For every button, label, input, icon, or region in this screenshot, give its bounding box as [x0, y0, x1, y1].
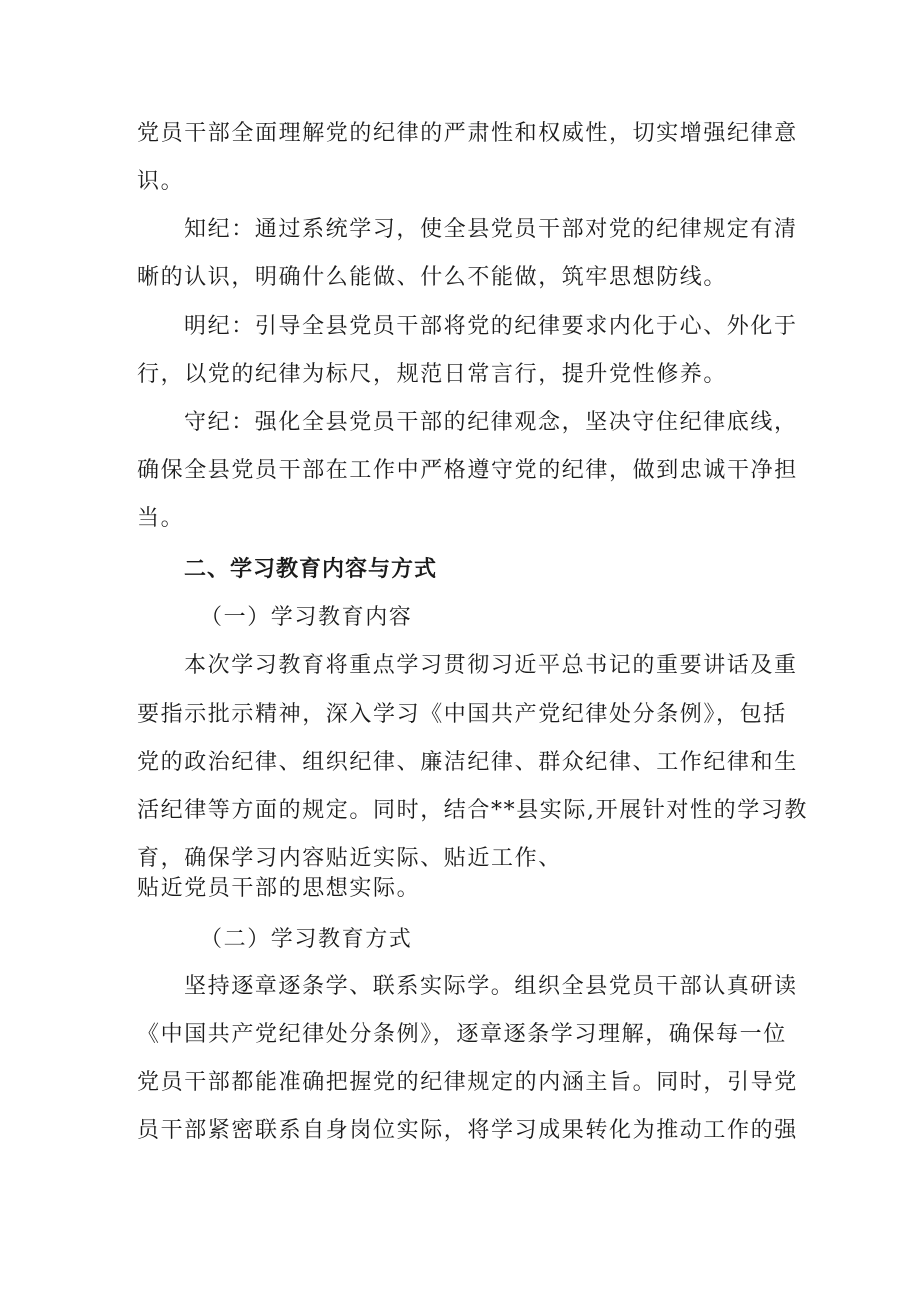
body-text-line: 识。: [137, 169, 185, 194]
section-heading: 二、学习教育内容与方式: [184, 557, 438, 582]
paragraph-shouji-line: 当。: [137, 506, 185, 531]
paragraph-content-line: 本次学习教育将重点学习贯彻习近平总书记的重要讲话及重: [184, 653, 798, 678]
paragraph-content-line: 党的政治纪律、组织纪律、廉洁纪律、群众纪律、工作纪律和生: [137, 750, 798, 775]
paragraph-method-line: 党员干部都能准确把握党的纪律规定的内涵主旨。同时，引导党: [137, 1070, 798, 1095]
paragraph-shouji-line: 确保全县党员干部在工作中严格遵守党的纪律，做到忠诚干净担: [137, 458, 798, 483]
paragraph-method-line: 员干部紧密联系自身岗位实际，将学习成果转化为推动工作的强: [137, 1118, 798, 1143]
paragraph-shouji-line: 守纪：强化全县党员干部的纪律观念，坚决守住纪律底线，: [184, 410, 798, 435]
paragraph-method-line: 坚持逐章逐条学、联系实际学。组织全县党员干部认真研读: [184, 974, 798, 999]
subsection-heading: （二）学习教育方式: [200, 927, 413, 952]
paragraph-zhiji-line: 知纪：通过系统学习，使全县党员干部对党的纪律规定有清: [184, 217, 798, 242]
paragraph-content-line: 贴近党员干部的思想实际。: [137, 876, 421, 901]
paragraph-content-line: 要指示批示精神，深入学习《中国共产党纪律处分条例》，包括: [137, 702, 787, 727]
paragraph-zhiji-line: 晰的认识，明确什么能做、什么不能做，筑牢思想防线。: [137, 265, 728, 290]
paragraph-method-line: 《中国共产党纪律处分条例》，逐章逐条学习理解，确保每一位: [137, 1022, 787, 1047]
paragraph-mingji-line: 明纪：引导全县党员干部将党的纪律要求内化于心、外化于: [184, 314, 798, 339]
body-text-line: 党员干部全面理解党的纪律的严肃性和权威性，切实增强纪律意: [137, 121, 798, 146]
paragraph-mingji-line: 行，以党的纪律为标尺，规范日常言行，提升党性修养。: [137, 362, 728, 387]
subsection-heading: （一）学习教育内容: [200, 605, 413, 630]
paragraph-content-line: 育，确保学习内容贴近实际、贴近工作、: [137, 846, 562, 871]
paragraph-content-line: 活纪律等方面的规定。同时，结合**县实际,开展针对性的学习教: [137, 798, 808, 823]
